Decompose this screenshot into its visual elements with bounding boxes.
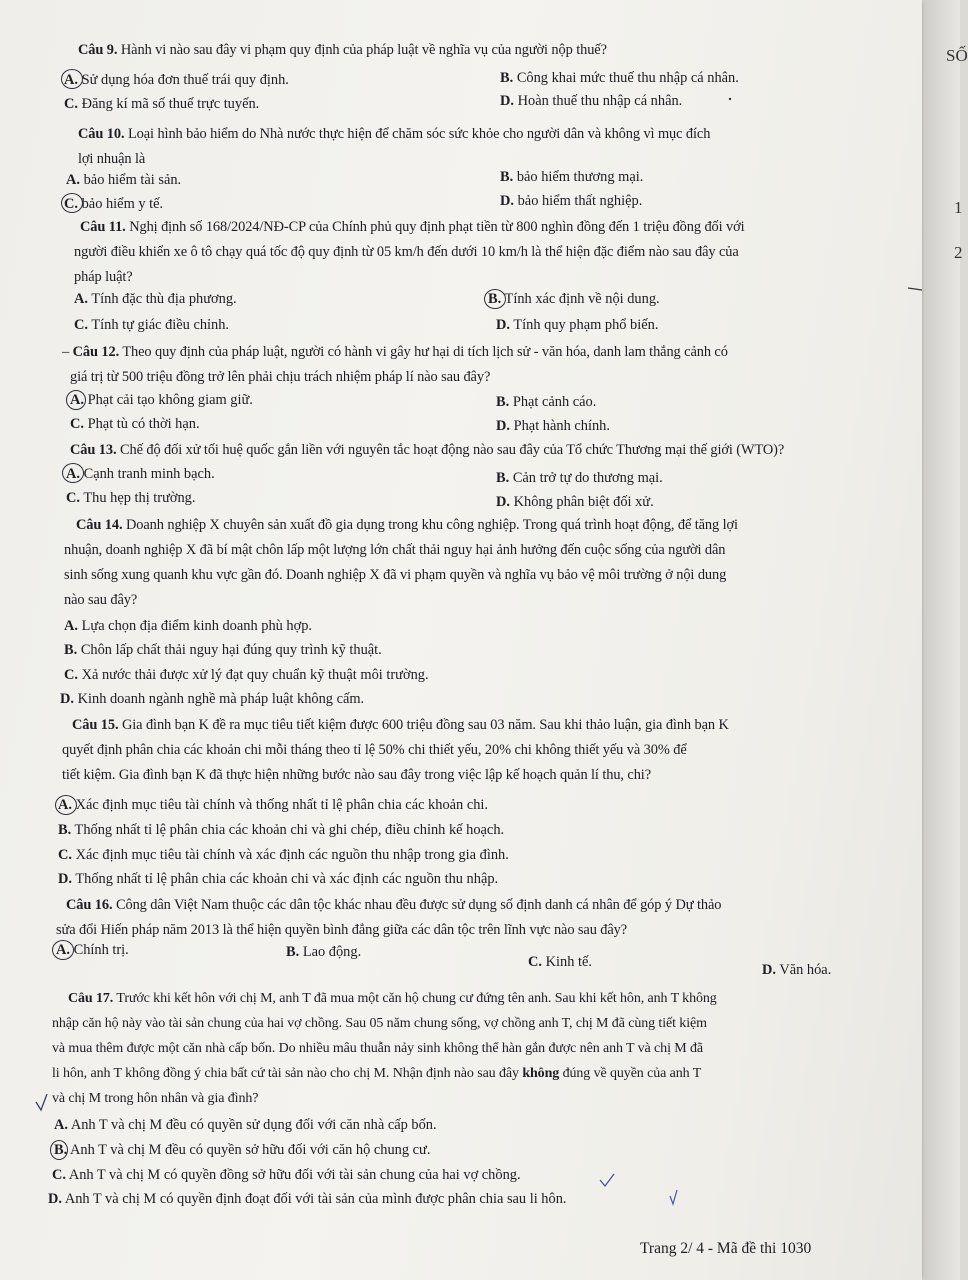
option-letter: A. — [66, 466, 80, 482]
option-text: Chôn lấp chất thải nguy hại đúng quy trình kỹ thuật. — [80, 642, 382, 658]
stray-mark-icon — [908, 288, 922, 290]
option-text: Tính tự giác điều chỉnh. — [91, 317, 230, 333]
option-text: Phạt tù có thời hạn. — [87, 416, 200, 432]
question-12: – Câu 12. Theo quy định của pháp luật, người có hành vi gây hư hại di tích lịch sử - văn hóa, danh lam thắng cảnh có giá trị từ 500 triệu đồng trở lên phải chịu trách nhiệm pháp lí nào sau đây? — [62, 340, 728, 390]
adjacent-page-edge — [924, 0, 968, 1280]
option-letter: B. — [500, 169, 514, 185]
option-letter: D. — [58, 871, 72, 887]
question-text: Theo quy định của pháp luật, người có hành vi gây hư hại di tích lịch sử - văn hóa, danh lam thắng cảnh có — [122, 344, 728, 360]
option-text: Thống nhất tỉ lệ phân chia các khoản chi và ghi chép, điều chỉnh kế hoạch. — [74, 822, 505, 838]
option-letter: A. — [56, 942, 70, 958]
question-text: người điều khiển xe ô tô chạy quá tốc độ quy định từ 05 km/h đến dưới 10 km/h là thể hiện đặc điểm nào sau đây của — [74, 244, 739, 260]
option-text: Sử dụng hóa đơn thuế trái quy định. — [81, 72, 289, 88]
option-text: Phạt hành chính. — [513, 418, 610, 434]
question-text: Công dân Việt Nam thuộc các dân tộc khác nhau đều được sử dụng số định danh cá nhân để góp ý Dự thảo — [115, 897, 722, 913]
option-letter: C. — [52, 1167, 66, 1183]
page-footer: Trang 2/ 4 - Mã đề thi 1030 — [640, 1240, 812, 1257]
option-text: Xả nước thải được xử lý đạt quy chuẩn kỹ thuật môi trường. — [81, 667, 429, 683]
question-number: Câu 17. — [68, 991, 114, 1006]
option-letter: C. — [70, 416, 84, 432]
question-text: tiết kiệm. Gia đình bạn K đã thực hiện những bước nào sau đây trong việc lập kế hoạch quản lí thu, chi? — [62, 767, 651, 783]
dot-mark-icon — [729, 98, 731, 100]
option-letter: D. — [500, 93, 514, 109]
option-letter: A. — [74, 291, 88, 307]
option-text: Anh T và chị M đều có quyền sở hữu đối với căn hộ chung cư. — [70, 1142, 431, 1158]
question-text: và mua thêm được một căn nhà cấp bốn. Do nhiều mâu thuẫn nảy sinh không thể hàn gắn được nên anh T và chị M đã — [52, 1041, 704, 1056]
option-text: bảo hiểm thất nghiệp. — [517, 193, 643, 209]
option-letter: B. — [496, 470, 510, 486]
adjacent-page-text: 2 — [954, 243, 963, 262]
option-text: Kinh doanh ngành nghề mà pháp luật không cấm. — [77, 691, 365, 707]
option-letter: D. — [496, 317, 510, 333]
question-text: Loại hình bảo hiểm do Nhà nước thực hiện để chăm sóc sức khỏe cho người dân và không vì mục đích — [127, 126, 711, 142]
option-letter: C. — [66, 490, 80, 506]
option-text: Cản trở tự do thương mại. — [512, 470, 663, 486]
question-text: nào sau đây? — [64, 592, 138, 608]
option-letter: B. — [286, 944, 300, 960]
option-text: Đăng kí mã số thuế trực tuyến. — [81, 96, 260, 112]
question-number: Câu 12. — [72, 344, 120, 360]
adjacent-page-text: SỐ — [946, 46, 968, 65]
option-text: Xác định mục tiêu tài chính và xác định các nguồn thu nhập trong gia đình. — [75, 847, 509, 863]
option-text: Văn hóa. — [779, 962, 832, 978]
option-letter: C. — [64, 96, 78, 112]
option-letter: C. — [74, 317, 88, 333]
option-letter: C. — [528, 954, 542, 970]
option-letter: D. — [500, 193, 514, 209]
option-text: Tính xác định về nội dung. — [504, 291, 660, 307]
question-text: Hành vi nào sau đây vi phạm quy định của pháp luật về nghĩa vụ của người nộp thuế? — [120, 42, 607, 58]
option-letter: D. — [496, 494, 510, 510]
option-letter: A. — [70, 392, 84, 408]
option-text: Thu hẹp thị trường. — [83, 490, 196, 506]
option-text: Chính trị. — [73, 942, 129, 958]
question-text: Nghị định số 168/2024/NĐ-CP của Chính phủ quy định phạt tiền từ 800 nghìn đồng đến 1 triệu đồng đối với — [129, 219, 745, 235]
option-letter: B. — [496, 394, 510, 410]
option-letter: C. — [64, 196, 78, 212]
question-text: quyết định phân chia các khoản chi mỗi tháng theo tỉ lệ 50% chi thiết yếu, 20% chi không thiết yếu và 30% để — [62, 742, 687, 758]
option-letter: B. — [58, 822, 72, 838]
option-letter: A. — [58, 797, 72, 813]
question-text: và chị M trong hôn nhân và gia đình? — [52, 1091, 259, 1106]
option-letter: A. — [64, 72, 78, 88]
question-text: Doanh nghiệp X chuyên sản xuất đồ gia dụng trong khu công nghiệp. Trong quá trình hoạt động, để tăng lợi — [125, 517, 738, 533]
question-text: Chế độ đối xử tối huệ quốc gắn liền với nguyên tắc hoạt động nào sau đây của Tổ chức Thương mại thế giới (WTO)? — [119, 442, 785, 458]
checkmark-icon — [36, 1094, 47, 1110]
option-letter: B. — [500, 70, 514, 86]
question-text: Gia đình bạn K đề ra mục tiêu tiết kiệm được 600 triệu đồng sau 03 năm. Sau khi thảo luận, gia đình bạn K — [121, 717, 729, 733]
emphasis-not: không — [522, 1066, 560, 1081]
option-letter: A. — [64, 618, 78, 634]
option-letter: B. — [64, 642, 78, 658]
option-text: Thống nhất tỉ lệ phân chia các khoản chi và xác định các nguồn thu nhập. — [75, 871, 499, 887]
option-text: Hoàn thuế thu nhập cá nhân. — [517, 93, 683, 109]
option-letter: C. — [64, 667, 78, 683]
question-text: Trước khi kết hôn với chị M, anh T đã mua một căn hộ chung cư đứng tên anh. Sau khi kết hôn, anh T không — [116, 991, 717, 1006]
option-letter: D. — [48, 1191, 62, 1207]
question-number: Câu 16. — [66, 897, 113, 913]
question-text: đúng về quyền của anh T — [562, 1066, 702, 1081]
option-text: Phạt cảnh cáo. — [512, 394, 597, 410]
option-text: Tính đặc thù địa phương. — [91, 291, 237, 307]
option-text: Xác định mục tiêu tài chính và thống nhất tỉ lệ phân chia các khoản chi. — [75, 797, 489, 813]
question-number: Câu 10. — [78, 126, 125, 142]
adjacent-page-text: 1 — [954, 198, 963, 217]
option-letter: C. — [58, 847, 72, 863]
option-text: Lựa chọn địa điểm kinh doanh phù hợp. — [81, 618, 313, 634]
option-text: Tính quy phạm phổ biến. — [513, 317, 659, 333]
question-number: Câu 11. — [80, 219, 126, 235]
option-text: Công khai mức thuế thu nhập cá nhân. — [516, 70, 739, 86]
option-text: bảo hiểm tài sản. — [83, 172, 182, 188]
question-text: li hôn, anh T không đồng ý chia bất cứ tài sản nào cho chị M. Nhận định nào sau đây — [52, 1066, 519, 1081]
question-number: Câu 14. — [76, 517, 123, 533]
option-letter: B. — [488, 291, 502, 307]
question-number: Câu 15. — [72, 717, 119, 733]
question-number: Câu 9. — [78, 42, 118, 58]
option-letter: A. — [66, 172, 80, 188]
option-letter: D. — [60, 691, 74, 707]
option-text: Lao động. — [302, 944, 362, 960]
option-text: Không phân biệt đối xử. — [513, 494, 654, 510]
question-number: Câu 13. — [70, 442, 117, 458]
question-text: lợi nhuận là — [78, 151, 146, 167]
question-text: pháp luật? — [74, 269, 133, 285]
option-text: Phạt cải tạo không giam giữ. — [87, 392, 253, 408]
option-letter: D. — [496, 418, 510, 434]
question-text: nhập căn hộ này vào tài sản chung của hai vợ chồng. Sau 05 năm chung sống, vợ chồng anh T, chị M đã cùng tiết kiệm — [52, 1016, 707, 1031]
option-letter: B. — [54, 1142, 68, 1158]
question-text: giá trị từ 500 triệu đồng trở lên phải chịu trách nhiệm pháp lí nào sau đây? — [70, 369, 491, 385]
option-text: bảo hiểm y tế. — [81, 196, 164, 212]
question-text: sinh sống xung quanh khu vực gần đó. Doanh nghiệp X đã vi phạm quyền và nghĩa vụ bảo vệ môi trường ở nội dung — [64, 567, 727, 583]
option-letter: D. — [762, 962, 776, 978]
question-text: sửa đổi Hiến pháp năm 2013 là thể hiện quyền bình đẳng giữa các dân tộc trên lĩnh vực nào sau đây? — [56, 922, 628, 938]
question-text: nhuận, doanh nghiệp X đã bí mật chôn lấp một lượng lớn chất thải nguy hại ảnh hưởng đến cuộc sống của người dân — [64, 542, 726, 558]
checkmark-icon — [670, 1190, 677, 1204]
option-text: Anh T và chị M đều có quyền sử dụng đối với căn nhà cấp bốn. — [70, 1117, 437, 1133]
option-text: Anh T và chị M có quyền đồng sở hữu đối với tài sản chung của hai vợ chồng. — [68, 1167, 521, 1183]
option-text: bảo hiểm thương mại. — [516, 169, 644, 185]
option-letter: A. — [54, 1117, 68, 1133]
option-text: Kinh tế. — [545, 954, 592, 970]
option-text: Cạnh tranh minh bạch. — [83, 466, 215, 482]
checkmark-icon — [600, 1174, 614, 1186]
option-text: Anh T và chị M có quyền định đoạt đối với tài sản của mình được phân chia sau li hôn. — [64, 1191, 567, 1207]
